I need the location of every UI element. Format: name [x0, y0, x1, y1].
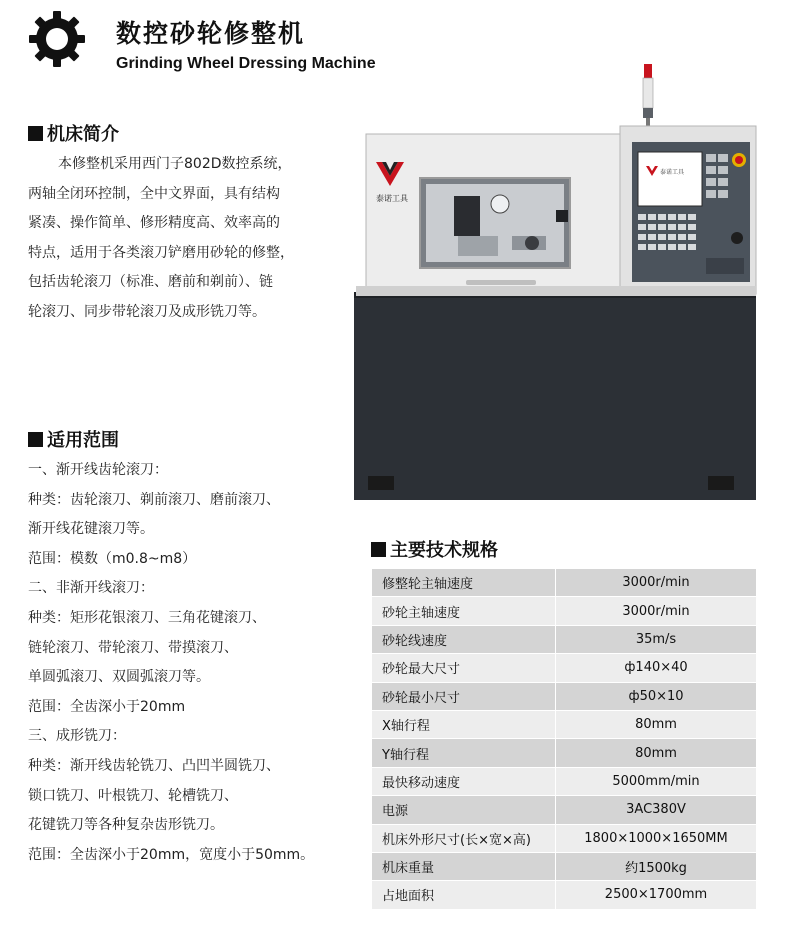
machine-base [354, 292, 756, 500]
intro-line: 两轴全闭环控制，全中文界面，具有结构 [28, 185, 280, 202]
table-row: 砂轮最大尺寸 ф140×40 [372, 654, 757, 682]
specs-heading-text: 主要技术规格 [390, 540, 498, 561]
heading-square-icon [28, 432, 43, 447]
intro-line: 紧凑、操作简单、修形精度高、效率高的 [28, 215, 280, 231]
table-row: 修整轮主轴速度 3000r/min [372, 569, 757, 597]
heading-square-icon [371, 542, 386, 557]
brand-label: 泰诺工具 [376, 194, 408, 203]
scope-line: 范围：全齿深小于20mm [28, 698, 186, 715]
scope-line: 单圆弧滚刀、双圆弧滚刀等。 [28, 669, 210, 686]
intro-heading-text: 机床简介 [47, 124, 119, 145]
scope-line: 范围：全齿深小于20mm，宽度小于50mm。 [28, 846, 315, 863]
table-row: X轴行程 80mm [372, 710, 757, 738]
intro-line: 特点，适用于各类滚刀铲磨用砂轮的修整， [28, 244, 294, 261]
scope-line: 渐开线花键滚刀等。 [28, 521, 154, 538]
signal-light-red [644, 64, 652, 78]
table-row: 电源 3AC380V [372, 796, 757, 824]
scope-line: 种类：齿轮滚刀、剃前滚刀、磨前滚刀、 [28, 491, 280, 508]
table-row: Y轴行程 80mm [372, 739, 757, 767]
scope-line: 范围：模数（m0.8~m8） [28, 550, 197, 567]
scope-line: 一、渐开线齿轮滚刀： [28, 462, 168, 478]
scope-line: 二、非渐开线滚刀： [28, 580, 154, 597]
intro-line: 本修整机采用西门子802D数控系统， [58, 156, 292, 172]
page-title: 数控砂轮修整机 [116, 19, 306, 48]
scope-line: 种类：矩形花银滚刀、三角花键滚刀、 [28, 609, 266, 626]
scope-line: 三、成形铣刀： [28, 728, 126, 745]
cnc-screen-label: 泰诺工具 [660, 169, 685, 176]
intro-paragraph [28, 150, 338, 327]
scope-line: 种类：渐开线齿轮铣刀、凸凹半圆铣刀、 [28, 757, 280, 774]
scope-line: 链轮滚刀、带轮滚刀、带摸滚刀、 [28, 639, 238, 656]
table-row: 砂轮主轴速度 3000r/min [372, 597, 757, 625]
page-subtitle: Grinding Wheel Dressing Machine [116, 55, 376, 72]
specs-heading [371, 536, 498, 562]
scope-line: 锁口铣刀、叶根铣刀、轮槽铣刀、 [28, 787, 238, 804]
intro-heading [28, 120, 119, 146]
table-row: 砂轮最小尺寸 ф50×10 [372, 682, 757, 710]
intro-line: 轮滚刀、同步带轮滚刀及成形铣刀等。 [28, 303, 266, 320]
table-row: 机床重量 约1500kg [372, 852, 757, 880]
table-row: 机床外形尺寸(长×宽×高) 1800×1000×1650MM [372, 824, 757, 852]
scope-line: 花键铣刀等各种复杂齿形铣刀。 [28, 817, 224, 834]
table-row: 最快移动速度 5000mm/min [372, 767, 757, 795]
table-row: 砂轮线速度 35m/s [372, 625, 757, 653]
intro-line: 包括齿轮滚刀（标准、磨前和剃前）、链 [28, 274, 273, 290]
scope-heading [28, 426, 119, 452]
scope-heading-text: 适用范围 [47, 430, 119, 451]
heading-square-icon [28, 126, 43, 141]
scope-list [28, 456, 358, 870]
cnc-screen [638, 152, 702, 206]
specs-table [371, 568, 757, 910]
table-row: 占地面积 2500×1700mm [372, 881, 757, 909]
machine-photo [346, 58, 764, 506]
gear-icon [28, 10, 86, 68]
